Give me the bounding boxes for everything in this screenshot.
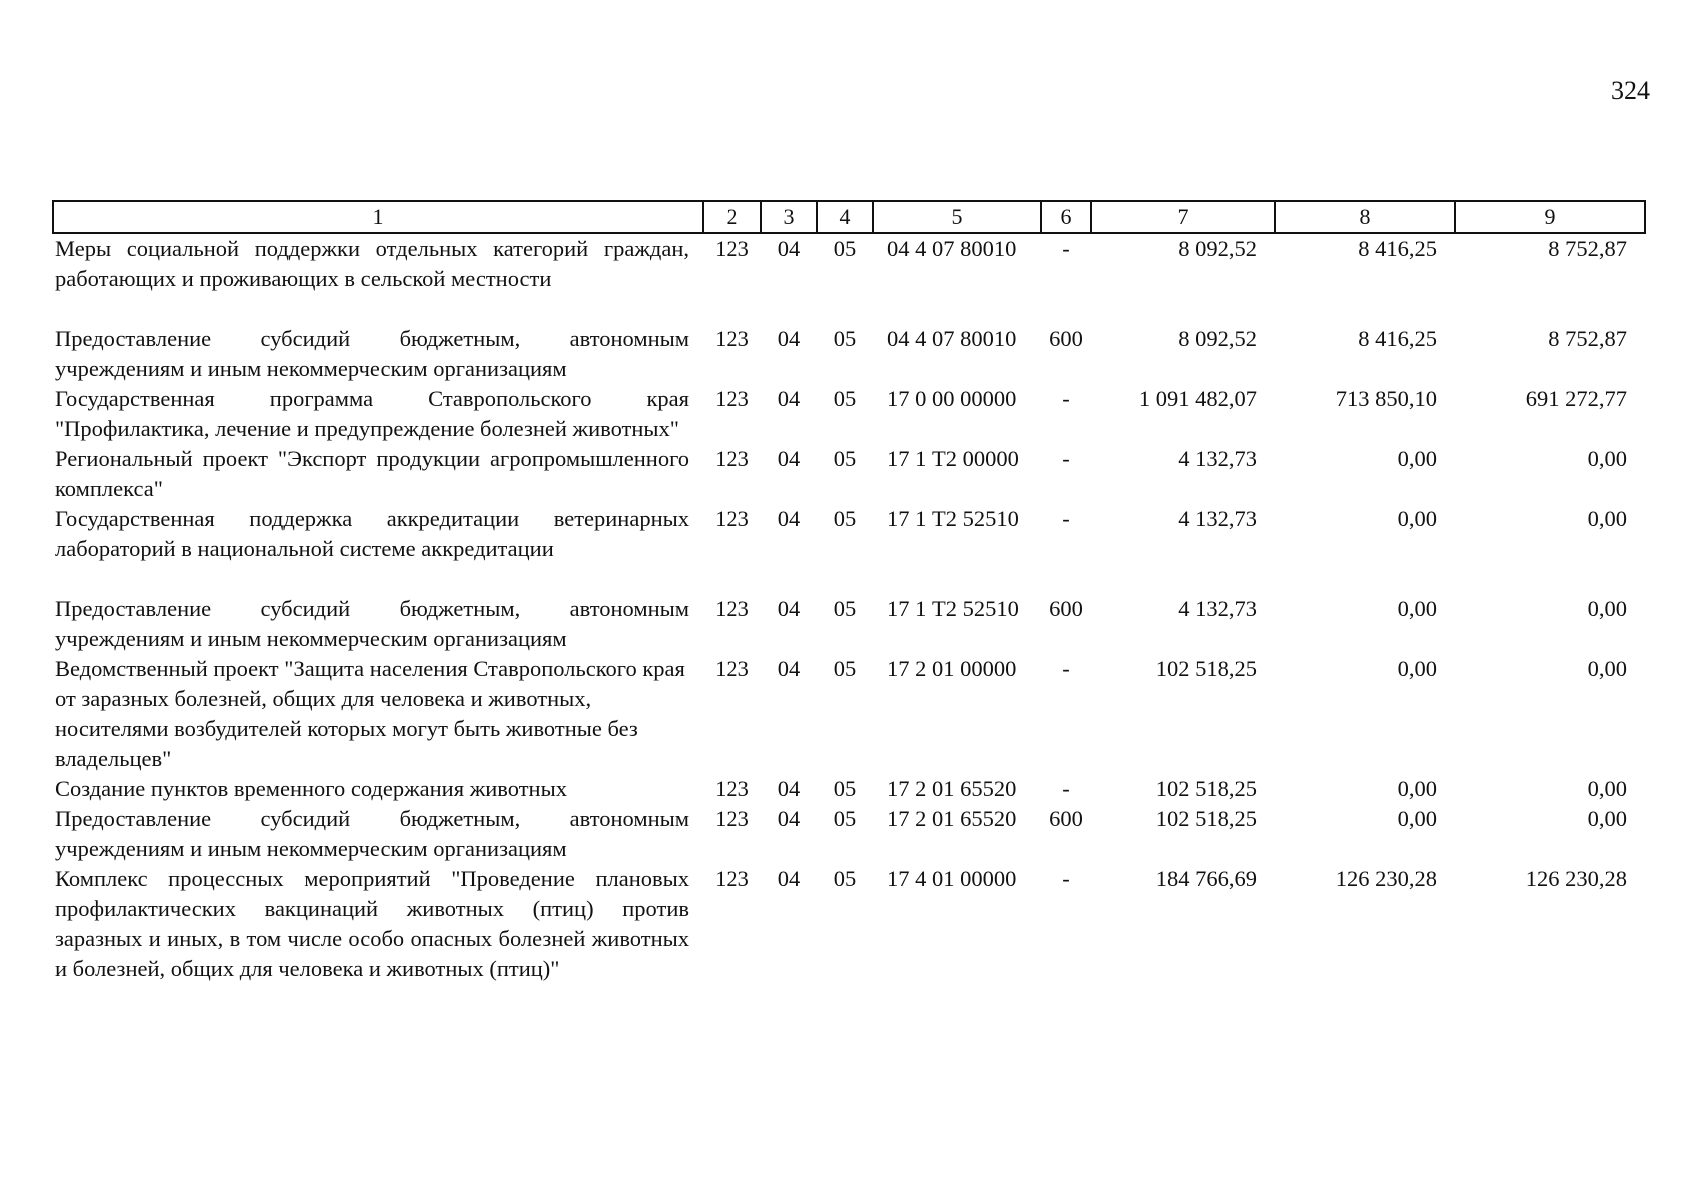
row-col-8: 0,00	[1397, 506, 1437, 531]
row-name: Региональный проект "Экспорт продукции агропромышленного комплекса"	[55, 446, 689, 501]
row-col-7: 102 518,25	[1155, 776, 1257, 801]
row-col-4: 05	[833, 446, 857, 471]
header-row	[53, 201, 1645, 233]
row-col-2: 123	[715, 596, 749, 621]
row-col-7: 1 091 482,07	[1138, 386, 1257, 411]
row-col-4: 05	[833, 386, 857, 411]
row-col-8: 713 850,10	[1335, 386, 1437, 411]
row-col-6: 600	[1049, 326, 1083, 351]
table-row	[53, 864, 1645, 984]
row-col-9: 0,00	[1587, 506, 1627, 531]
header-col-4: 4	[817, 201, 873, 233]
row-col-5: 17 4 01 00000	[887, 866, 1017, 891]
row-col-8: 126 230,28	[1335, 866, 1437, 891]
row-col-3: 04	[777, 506, 801, 531]
row-col-5: 17 2 01 65520	[887, 806, 1017, 831]
row-col-7: 184 766,69	[1155, 866, 1257, 891]
row-col-3: 04	[777, 866, 801, 891]
row-col-7: 4 132,73	[1178, 596, 1257, 621]
row-col-9: 0,00	[1587, 596, 1627, 621]
row-col-8: 0,00	[1397, 596, 1437, 621]
row-col-9: 691 272,77	[1525, 386, 1627, 411]
row-col-2: 123	[715, 446, 749, 471]
row-name: Ведомственный проект "Защита населения Ставропольского края от заразных болезней, общих для человека и животных, носителями возбудителей которых могут быть животные без владельцев"	[55, 656, 685, 771]
row-col-6: -	[1062, 236, 1070, 261]
row-col-4: 05	[833, 866, 857, 891]
row-name: Комплекс процессных мероприятий "Проведение плановых профилактических вакцинаций животных (птиц) против заразных и иных, в том числе особо опасных болезней животных и болезней, общих для человека и животных (птиц)"	[55, 866, 689, 981]
table-row	[53, 444, 1645, 504]
header-col-7: 7	[1091, 201, 1275, 233]
row-col-4: 05	[833, 806, 857, 831]
row-name: Государственная программа Ставропольского края "Профилактика, лечение и предупреждение болезней животных"	[55, 386, 689, 441]
row-col-5: 17 0 00 00000	[887, 386, 1017, 411]
row-col-8: 8 416,25	[1358, 326, 1437, 351]
row-col-5: 17 2 01 00000	[887, 656, 1017, 681]
row-col-2: 123	[715, 776, 749, 801]
row-col-6: -	[1062, 866, 1070, 891]
row-name: Создание пунктов временного содержания животных	[55, 776, 567, 801]
table-row	[53, 324, 1645, 384]
row-col-9: 126 230,28	[1525, 866, 1627, 891]
row-name: Меры социальной поддержки отдельных категорий граждан, работающих и проживающих в сельской местности	[55, 236, 689, 291]
row-col-3: 04	[777, 386, 801, 411]
row-col-4: 05	[833, 656, 857, 681]
row-col-4: 05	[833, 236, 857, 261]
row-col-8: 0,00	[1397, 776, 1437, 801]
page-number: 324	[1611, 76, 1650, 105]
row-col-8: 8 416,25	[1358, 236, 1437, 261]
table-row	[53, 384, 1645, 444]
row-col-8: 0,00	[1397, 806, 1437, 831]
row-col-9: 0,00	[1587, 656, 1627, 681]
row-col-3: 04	[777, 326, 801, 351]
header-col-1: 1	[53, 201, 703, 233]
row-col-7: 4 132,73	[1178, 506, 1257, 531]
row-col-9: 0,00	[1587, 446, 1627, 471]
row-col-9: 8 752,87	[1548, 236, 1627, 261]
row-col-7: 4 132,73	[1178, 446, 1257, 471]
row-col-3: 04	[777, 236, 801, 261]
row-col-6: -	[1062, 446, 1070, 471]
table-row	[53, 594, 1645, 654]
header-col-8: 8	[1275, 201, 1455, 233]
table-row	[53, 774, 1645, 804]
row-col-9: 0,00	[1587, 776, 1627, 801]
table-row	[53, 654, 1645, 774]
row-col-8: 0,00	[1397, 656, 1437, 681]
row-name: Государственная поддержка аккредитации ветеринарных лабораторий в национальной системе аккредитации	[55, 506, 689, 561]
header-col-5: 5	[873, 201, 1041, 233]
row-col-7: 102 518,25	[1155, 806, 1257, 831]
row-col-3: 04	[777, 656, 801, 681]
row-col-2: 123	[715, 386, 749, 411]
header-col-3: 3	[761, 201, 817, 233]
row-col-6: -	[1062, 776, 1070, 801]
row-col-2: 123	[715, 236, 749, 261]
header-col-2: 2	[703, 201, 761, 233]
row-col-5: 17 1 Т2 00000	[887, 446, 1019, 471]
row-col-9: 0,00	[1587, 806, 1627, 831]
row-col-5: 04 4 07 80010	[887, 236, 1017, 261]
table-row	[53, 804, 1645, 864]
row-name: Предоставление субсидий бюджетным, автономным учреждениям и иным некоммерческим организациям	[55, 326, 689, 381]
budget-table	[52, 200, 1646, 984]
row-col-2: 123	[715, 866, 749, 891]
row-col-6: 600	[1049, 596, 1083, 621]
row-name: Предоставление субсидий бюджетным, автономным учреждениям и иным некоммерческим организациям	[55, 806, 689, 861]
row-col-7: 8 092,52	[1178, 236, 1257, 261]
table-row	[53, 233, 1645, 324]
row-col-3: 04	[777, 776, 801, 801]
header-col-6: 6	[1041, 201, 1091, 233]
row-col-4: 05	[833, 596, 857, 621]
row-col-6: 600	[1049, 806, 1083, 831]
row-col-8: 0,00	[1397, 446, 1437, 471]
row-col-4: 05	[833, 776, 857, 801]
table-row	[53, 504, 1645, 594]
row-col-2: 123	[715, 326, 749, 351]
row-col-6: -	[1062, 656, 1070, 681]
row-col-5: 17 1 Т2 52510	[887, 506, 1019, 531]
row-col-3: 04	[777, 446, 801, 471]
row-col-2: 123	[715, 506, 749, 531]
row-col-4: 05	[833, 506, 857, 531]
row-name: Предоставление субсидий бюджетным, автономным учреждениям и иным некоммерческим организациям	[55, 596, 689, 651]
row-col-6: -	[1062, 386, 1070, 411]
row-col-4: 05	[833, 326, 857, 351]
row-col-9: 8 752,87	[1548, 326, 1627, 351]
row-col-3: 04	[777, 596, 801, 621]
row-col-5: 17 2 01 65520	[887, 776, 1017, 801]
row-col-3: 04	[777, 806, 801, 831]
header-col-9: 9	[1455, 201, 1645, 233]
row-col-6: -	[1062, 506, 1070, 531]
row-col-5: 17 1 Т2 52510	[887, 596, 1019, 621]
row-col-2: 123	[715, 656, 749, 681]
row-col-2: 123	[715, 806, 749, 831]
row-col-7: 102 518,25	[1155, 656, 1257, 681]
row-col-7: 8 092,52	[1178, 326, 1257, 351]
row-col-5: 04 4 07 80010	[887, 326, 1017, 351]
